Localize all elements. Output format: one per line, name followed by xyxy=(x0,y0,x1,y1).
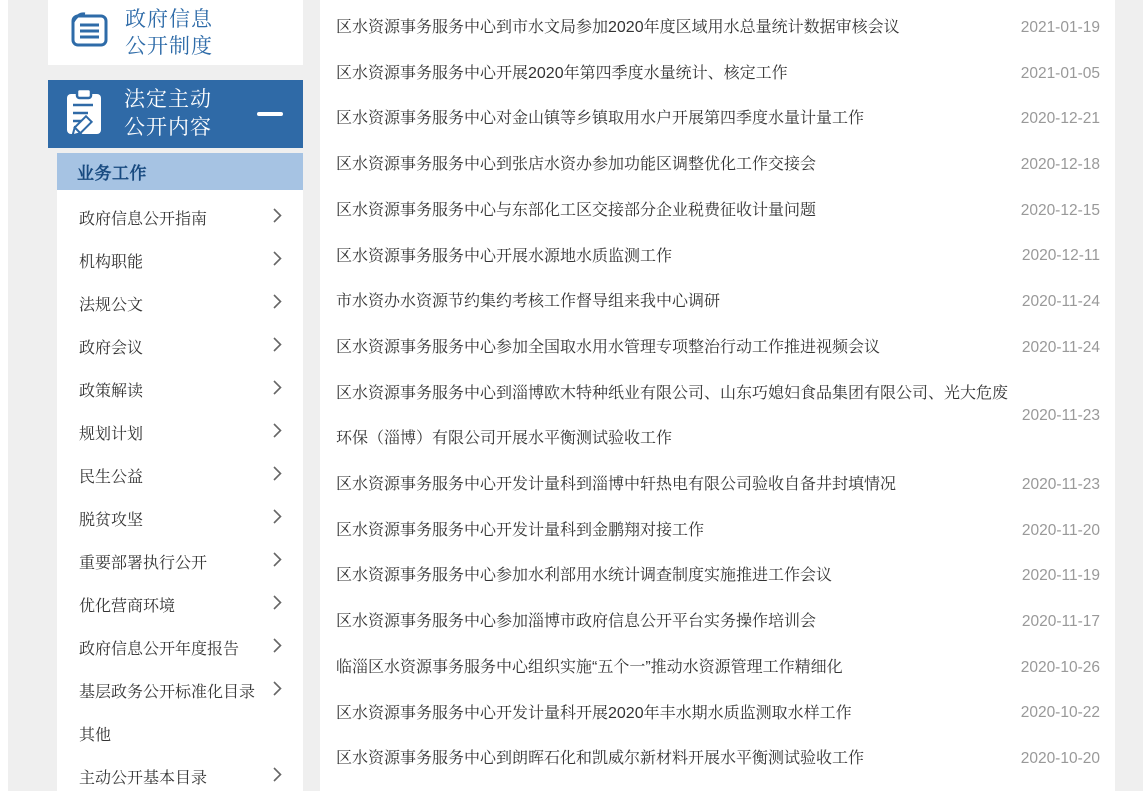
news-row xyxy=(320,188,1115,234)
sidebar-card-info-disclosure-system[interactable] xyxy=(48,0,303,65)
chevron-right-icon xyxy=(273,208,282,228)
news-title-link[interactable]: 临淄区水资源事务服务中心组织实施“五个一”推动水资源管理工作精细化 xyxy=(336,658,843,676)
news-date: 2020-12-18 xyxy=(1020,155,1100,173)
sidebar-item[interactable] xyxy=(57,497,303,540)
news-title-link[interactable]: 区水资源事务服务中心与东部化工区交接部分企业税费征收计量问题 xyxy=(336,201,817,219)
sidebar-item-label: 优化营商环境 xyxy=(79,598,176,615)
sidebar-item-label: 政府信息公开年度报告 xyxy=(79,641,240,658)
sidebar-active-item-label: 业务工作 xyxy=(77,164,147,183)
sidebar-section-title: 法定主动 公开内容 xyxy=(124,88,212,139)
minus-icon[interactable] xyxy=(257,112,283,116)
sidebar-section-legal-active-disclosure[interactable] xyxy=(48,80,303,148)
chevron-right-icon xyxy=(273,380,282,400)
sidebar-item-label: 重要部署执行公开 xyxy=(79,555,208,572)
sidebar-item-label: 机构职能 xyxy=(79,254,144,271)
sidebar-item-label: 基层政务公开标准化目录 xyxy=(79,684,256,701)
news-title-link[interactable]: 区水资源事务服务中心对金山镇等乡镇取用水户开展第四季度水量计量工作 xyxy=(336,110,865,128)
news-title-link[interactable]: 区水资源事务服务中心开发计量科开展2020年丰水期水质监测取水样工作 xyxy=(336,704,852,722)
news-date: 2020-11-17 xyxy=(1021,612,1100,630)
sidebar-item-label: 法规公文 xyxy=(79,297,144,314)
news-row xyxy=(320,279,1115,325)
sidebar-item-label: 主动公开基本目录 xyxy=(79,770,208,787)
news-row xyxy=(320,691,1115,737)
sidebar-item-label: 政府会议 xyxy=(79,340,144,357)
sidebar-item-label: 民生公益 xyxy=(79,469,144,486)
sidebar-menu xyxy=(57,190,303,791)
chevron-right-icon xyxy=(273,767,282,787)
news-row xyxy=(320,234,1115,280)
chevron-right-icon xyxy=(273,466,282,486)
sidebar-item-label: 政策解读 xyxy=(79,383,144,400)
sidebar-item-label: 规划计划 xyxy=(79,426,144,443)
sidebar-item[interactable] xyxy=(57,325,303,368)
news-title-link[interactable]: 区水资源事务服务中心开发计量科到金鹏翔对接工作 xyxy=(336,521,705,539)
news-date: 2021-01-05 xyxy=(1020,64,1100,82)
chevron-right-icon xyxy=(273,681,282,701)
sidebar-item[interactable] xyxy=(57,196,303,239)
news-title-link[interactable]: 区水资源事务服务中心到市水文局参加2020年度区域用水总量统计数据审核会议 xyxy=(336,19,900,36)
document-lines-icon xyxy=(68,8,110,57)
news-date: 2020-12-15 xyxy=(1020,201,1100,219)
sidebar-item[interactable] xyxy=(57,411,303,454)
sidebar-item[interactable] xyxy=(57,454,303,497)
news-row xyxy=(320,508,1115,554)
chevron-right-icon xyxy=(273,251,282,271)
news-date: 2020-11-19 xyxy=(1021,567,1100,585)
chevron-right-icon xyxy=(273,509,282,529)
sidebar-item[interactable] xyxy=(57,626,303,669)
news-row xyxy=(320,599,1115,645)
news-date: 2020-11-23 xyxy=(1021,407,1100,425)
sidebar-item[interactable] xyxy=(57,712,303,755)
news-row xyxy=(320,371,1115,462)
news-list-panel xyxy=(320,0,1115,791)
chevron-right-icon xyxy=(273,638,282,658)
news-row xyxy=(320,51,1115,97)
sidebar-item[interactable] xyxy=(57,669,303,712)
news-title-link[interactable]: 区水资源事务服务中心到淄博欧木特种纸业有限公司、山东巧媳妇食品集团有限公司、光大危废环保（淄博）有限公司开展水平衡测试验收工作 xyxy=(336,384,1009,448)
clipboard-pencil-icon xyxy=(64,88,108,141)
news-row xyxy=(320,736,1115,782)
news-title-link[interactable]: 区水资源事务服务中心开发计量科到淄博中轩热电有限公司验收自备井封填情况 xyxy=(336,476,897,494)
news-date: 2020-11-23 xyxy=(1021,475,1100,493)
chevron-right-icon xyxy=(273,552,282,572)
news-date: 2020-10-26 xyxy=(1020,658,1100,676)
news-title-link[interactable]: 区水资源事务服务中心参加淄博市政府信息公开平台实务操作培训会 xyxy=(336,613,817,631)
sidebar-item[interactable] xyxy=(57,540,303,583)
news-date: 2020-12-21 xyxy=(1020,110,1100,128)
news-date: 2020-12-11 xyxy=(1021,247,1100,265)
sidebar-item-label: 脱贫攻坚 xyxy=(79,512,144,529)
news-date: 2020-11-20 xyxy=(1021,521,1100,539)
news-title-link[interactable]: 区水资源事务服务中心到张店水资办参加功能区调整优化工作交接会 xyxy=(336,156,817,174)
sidebar-item[interactable] xyxy=(57,282,303,325)
news-title-link[interactable]: 区水资源事务服务中心参加水利部用水统计调查制度实施推进工作会议 xyxy=(336,567,833,585)
chevron-right-icon xyxy=(273,423,282,443)
news-title-link[interactable]: 区水资源事务服务中心到朗晖石化和凯威尔新材料开展水平衡测试验收工作 xyxy=(336,750,865,768)
news-row xyxy=(320,553,1115,599)
sidebar-item[interactable] xyxy=(57,239,303,282)
sidebar-item[interactable] xyxy=(57,583,303,626)
sidebar-item[interactable] xyxy=(57,368,303,411)
news-date: 2020-11-24 xyxy=(1021,293,1100,311)
news-date: 2020-10-22 xyxy=(1020,704,1100,722)
sidebar-item[interactable] xyxy=(57,755,303,791)
chevron-right-icon xyxy=(273,595,282,615)
chevron-right-icon xyxy=(273,294,282,314)
news-row xyxy=(320,462,1115,508)
news-date: 2021-01-19 xyxy=(1020,18,1100,36)
news-title-link[interactable]: 市水资办水资源节约集约考核工作督导组来我中心调研 xyxy=(336,293,721,311)
news-title-link[interactable]: 区水资源事务服务中心开展2020年第四季度水量统计、核定工作 xyxy=(336,64,788,82)
sidebar-item-label: 政府信息公开指南 xyxy=(79,211,208,228)
page-left-margin xyxy=(0,0,8,791)
news-title-link[interactable]: 区水资源事务服务中心参加全国取水用水管理专项整治行动工作推进视频会议 xyxy=(336,338,881,356)
chevron-right-icon xyxy=(273,337,282,357)
sidebar-item-business-work-active[interactable] xyxy=(57,153,303,190)
news-row xyxy=(320,142,1115,188)
news-row xyxy=(320,96,1115,142)
sidebar-card-title: 政府信息 公开制度 xyxy=(125,7,213,58)
news-row xyxy=(320,5,1115,51)
news-date: 2020-10-20 xyxy=(1020,750,1100,768)
news-row xyxy=(320,325,1115,371)
sidebar-item-label: 其他 xyxy=(79,727,112,744)
news-date: 2020-11-24 xyxy=(1021,338,1100,356)
news-row xyxy=(320,645,1115,691)
news-title-link[interactable]: 区水资源事务服务中心开展水源地水质监测工作 xyxy=(336,247,673,265)
